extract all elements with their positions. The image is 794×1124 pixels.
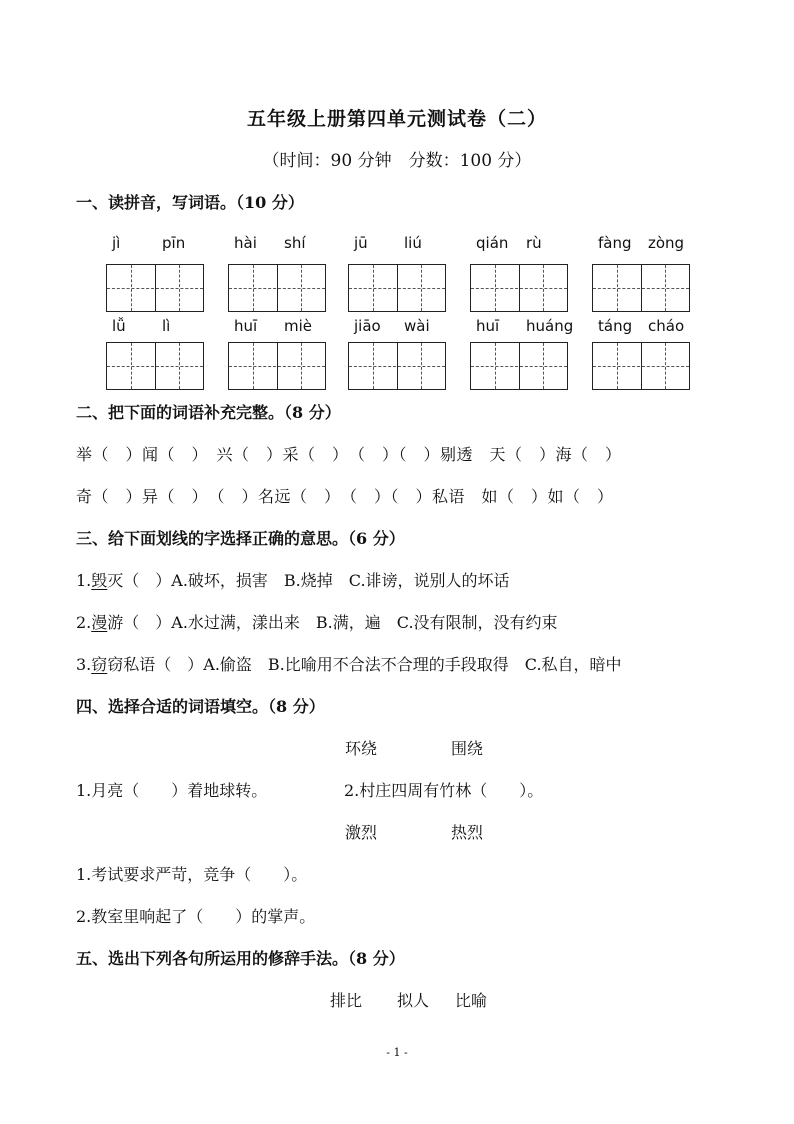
tianzige-writing-box[interactable] — [228, 342, 326, 390]
section-4-heading: 四、选择合适的词语填空。（8 分） — [76, 697, 325, 716]
fill-question-3: 1.考试要求严苛，竞争（ ）。 — [76, 865, 308, 884]
q1-underlined-char: 毁 — [91, 571, 108, 590]
tianzige-writing-box[interactable] — [348, 342, 446, 390]
rhetoric-option-1: 排比 — [330, 991, 363, 1010]
pinyin-syllable: rù — [526, 234, 542, 252]
q1-number: 1. — [76, 571, 92, 590]
q2-underlined-char: 漫 — [91, 613, 108, 632]
q2-number: 2. — [76, 613, 92, 632]
section-5-heading: 五、选出下列各句所运用的修辞手法。（8 分） — [76, 949, 405, 968]
idiom-line-2: 奇（ ）异（ ） （ ）名远（ ） （ ）（ ）私语 如（ ）如（ ） — [76, 487, 614, 506]
section-2-heading: 二、把下面的词语补充完整。（8 分） — [76, 403, 341, 422]
pinyin-syllable: huī — [234, 317, 258, 335]
meaning-question-3 — [76, 652, 622, 675]
pinyin-syllable: huáng — [526, 317, 574, 335]
pinyin-syllable: táng — [598, 317, 633, 335]
pinyin-syllable: zòng — [648, 234, 685, 252]
word-choice-2a: 激烈 — [345, 823, 378, 842]
q2-text: 游（ ）A.水过满，漾出来 B.满，遍 C.没有限制，没有约束 — [107, 613, 558, 632]
fill-question-2: 2.村庄四周有竹林（ ）。 — [344, 781, 544, 800]
tianzige-writing-box[interactable] — [592, 264, 690, 312]
q3-underlined-char: 窃 — [91, 655, 108, 674]
rhetoric-option-2: 拟人 — [397, 991, 430, 1010]
q1-text: 灭（ ）A.破坏，损害 B.烧掉 C.诽谤，说别人的坏话 — [107, 571, 510, 590]
section-1-heading: 一、读拼音，写词语。（10 分） — [76, 193, 304, 212]
pinyin-syllable: jiāo — [354, 317, 381, 335]
pinyin-syllable: hài — [234, 234, 257, 252]
meaning-question-2 — [76, 610, 558, 633]
pinyin-syllable: wài — [404, 317, 430, 335]
pinyin-syllable: jì — [112, 234, 121, 252]
word-choice-1b: 围绕 — [451, 739, 484, 758]
page-number: - 1 - — [386, 1046, 408, 1059]
pinyin-syllable: qián — [476, 234, 509, 252]
word-choice-1a: 环绕 — [345, 739, 378, 758]
word-choice-2b: 热烈 — [451, 823, 484, 842]
tianzige-writing-box[interactable] — [106, 342, 204, 390]
tianzige-writing-box[interactable] — [348, 264, 446, 312]
pinyin-syllable: lì — [162, 317, 171, 335]
fill-question-4: 2.教室里响起了（ ）的掌声。 — [76, 907, 316, 926]
page-title: 五年级上册第四单元测试卷（二） — [246, 108, 547, 130]
page-subtitle: （时间：90 分钟 分数：100 分） — [262, 151, 532, 171]
pinyin-syllable: liú — [404, 234, 422, 252]
tianzige-writing-box[interactable] — [228, 264, 326, 312]
pinyin-syllable: cháo — [648, 317, 685, 335]
pinyin-syllable: lǚ — [112, 317, 126, 335]
idiom-line-1: 举（ ）闻（ ） 兴（ ）采（ ） （ ）（ ）剔透 天（ ）海（ ） — [76, 445, 622, 464]
pinyin-syllable: jū — [354, 234, 368, 252]
pinyin-syllable: fàng — [598, 234, 632, 252]
fill-question-1: 1.月亮（ ）着地球转。 — [76, 781, 268, 800]
pinyin-syllable: miè — [284, 317, 313, 335]
meaning-question-1 — [76, 568, 510, 591]
tianzige-writing-box[interactable] — [470, 342, 568, 390]
tianzige-writing-box[interactable] — [470, 264, 568, 312]
q3-text: 窃私语（ ）A.偷盗 B.比喻用不合法不合理的手段取得 C.私自，暗中 — [107, 655, 622, 674]
tianzige-writing-box[interactable] — [592, 342, 690, 390]
section-3-heading: 三、给下面划线的字选择正确的意思。（6 分） — [76, 529, 405, 548]
pinyin-syllable: huī — [476, 317, 500, 335]
pinyin-syllable: shí — [284, 234, 306, 252]
tianzige-writing-box[interactable] — [106, 264, 204, 312]
rhetoric-option-3: 比喻 — [455, 991, 488, 1010]
pinyin-syllable: pīn — [162, 234, 186, 252]
q3-number: 3. — [76, 655, 92, 674]
